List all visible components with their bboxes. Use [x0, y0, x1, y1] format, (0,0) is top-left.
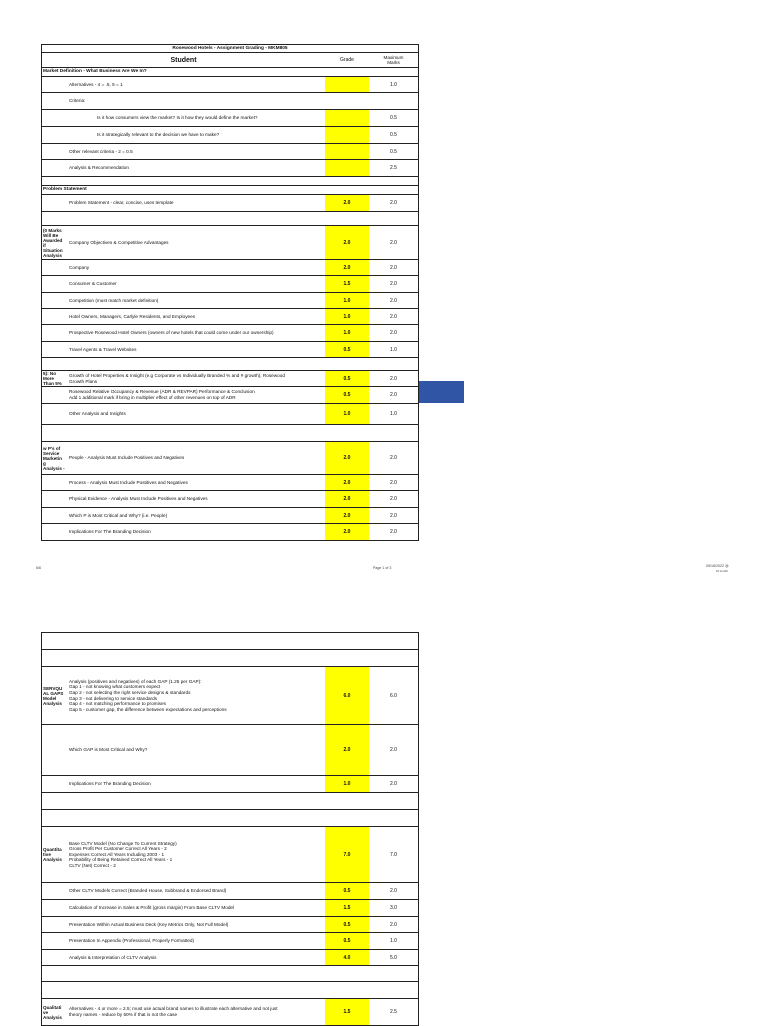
blank-row — [42, 650, 418, 667]
criteria-row — [42, 776, 418, 793]
criteria-label: Analysis & Recommendation — [69, 165, 129, 171]
grade-cell[interactable]: 0.5 — [325, 917, 369, 932]
max-marks-cell: 7.0 — [390, 851, 397, 858]
max-marks-cell: 0.5 — [390, 115, 397, 121]
criteria-row — [42, 475, 418, 491]
criteria-row — [42, 900, 418, 917]
criteria-row — [42, 93, 418, 110]
grade-cell[interactable]: 0.5 — [325, 933, 369, 949]
blank-row — [42, 212, 418, 226]
footer-time: 10:11 AM — [716, 569, 728, 573]
max-marks-cell: 3.0 — [390, 905, 397, 911]
grade-cell[interactable]: 1.0 — [325, 293, 369, 308]
grading-sheet-page-2 — [41, 632, 419, 1026]
max-marks-cell: 2.0 — [390, 921, 397, 928]
blank-row — [42, 358, 418, 371]
max-marks-cell: 2.0 — [390, 281, 397, 287]
max-marks-cell: 2.0 — [390, 888, 397, 894]
criteria-row — [42, 667, 418, 725]
max-marks-cell: 1.0 — [390, 346, 397, 353]
footer-page-number: Page 1 of 3 — [373, 566, 392, 570]
blank-row — [42, 633, 418, 650]
max-marks-cell: 2.0 — [390, 512, 397, 519]
grade-cell[interactable]: 2.0 — [325, 442, 369, 474]
max-marks-cell: 2.0 — [390, 313, 397, 320]
section-label: (0 Marks Will Be Awarded if Situation Analysis — [43, 227, 63, 258]
criteria-label: Criteria: — [69, 98, 86, 104]
max-marks-cell: 2.0 — [390, 239, 397, 246]
grade-cell[interactable]: 1.0 — [325, 776, 369, 792]
criteria-label: Presentation In Appendix (Professional, Properly Formatted) — [69, 938, 195, 944]
max-marks-cell: 5.0 — [390, 954, 397, 961]
criteria-row — [42, 110, 418, 127]
max-marks-cell: 2.0 — [390, 200, 397, 206]
blank-row — [42, 810, 418, 827]
grade-cell[interactable]: 2.0 — [325, 725, 369, 775]
criteria-label: Physical Evidence - Analysis Must Include Positives and Negatives — [69, 496, 208, 502]
criteria-label: Is it how consumers view the market? Is it how they would define the market? — [97, 115, 258, 121]
criteria-row — [42, 827, 418, 883]
grade-cell[interactable]: 0.5 — [325, 371, 369, 386]
criteria-label: Process - Analysis Must Include Postitives and Negatives — [69, 479, 188, 485]
max-marks-cell: 1.0 — [390, 938, 397, 944]
criteria-row — [42, 77, 418, 93]
max-marks-cell: 2.0 — [390, 330, 397, 336]
criteria-label: Growth of Hotel Properties & Insight (e.g Corporate vs Individually Branded % and # growth), Rosewood Growth Plans — [69, 372, 285, 384]
grade-cell[interactable]: 6.0 — [325, 667, 369, 724]
criteria-label: Analysis (positives and negatives) of each GAP (1.25 per GAP): Gap 1 - not knowing what customers expect Gap 2 - not selecting the right service designs & standards Gap 3 - not delivering to service standards Gap 4 - not matching performance to promises Gap 5 - customer gap, the difference between expectations and perceptions — [69, 678, 227, 712]
max-marks-cell: 0.5 — [390, 132, 397, 138]
max-marks-cell: 2.0 — [390, 529, 397, 535]
grade-cell[interactable]: 2.0 — [325, 226, 369, 259]
max-marks-cell: 2.0 — [390, 455, 397, 461]
criteria-label: Company Objectives & Competitive Advantages — [69, 239, 169, 245]
criteria-label: Analysis & Interpretation of CLTV Analysis — [69, 954, 157, 960]
max-marks-cell: 2.0 — [390, 264, 397, 271]
criteria-label: Rosewood Relative Occupancy & Revenue (ADR & REVPAR) Performance & Conclusion Add 1 additional mark if bring in multiplier effect of other revenues on top of ADR — [69, 389, 255, 400]
criteria-label: Other Analysis and Insights — [69, 411, 126, 417]
student-header: Student — [170, 56, 197, 64]
criteria-label: Implications For The Branding Decision — [69, 529, 151, 535]
criteria-row — [42, 933, 418, 950]
max-marks-cell: 2.0 — [390, 479, 397, 486]
grade-cell[interactable]: 1.5 — [325, 999, 369, 1025]
section-title: Market Definition - What Business Are We In? — [43, 69, 147, 75]
grade-cell[interactable]: 2.0 — [325, 475, 369, 490]
criteria-label: Travel Agents & Travel Websites — [69, 346, 137, 352]
section-title: Problem Statement — [43, 187, 87, 193]
criteria-label: Hotel Owners, Managers, Carlyle Residents, and Employees — [69, 313, 196, 319]
criteria-row — [42, 144, 418, 160]
grade-cell[interactable]: 2.0 — [325, 491, 369, 507]
criteria-row — [42, 127, 418, 144]
criteria-row — [42, 371, 418, 387]
criteria-label: Is it strategically relevant to the decision we have to make? — [97, 132, 220, 138]
criteria-row — [42, 293, 418, 309]
grade-cell[interactable]: 0.5 — [325, 883, 369, 899]
section-header-row — [42, 186, 418, 195]
criteria-row — [42, 309, 418, 325]
rows-page-1 — [42, 68, 418, 540]
criteria-row — [42, 404, 418, 425]
section-label: w P's of Service Marketin g Analysis - — [43, 445, 65, 471]
criteria-row — [42, 342, 418, 358]
grade-cell[interactable] — [325, 127, 369, 143]
max-marks-cell: 2.0 — [390, 747, 397, 753]
max-marks-cell: 1.0 — [390, 411, 397, 417]
section-label: 5): No More Than 5% — [43, 371, 62, 386]
criteria-row — [42, 442, 418, 475]
rows-page-2 — [42, 633, 418, 1025]
criteria-row — [42, 999, 418, 1025]
criteria-label: Which GAP is Most Critical and Why? — [69, 747, 148, 753]
grade-cell[interactable]: 2.0 — [325, 260, 369, 275]
max-marks-cell: 1.0 — [390, 81, 397, 88]
blank-row — [42, 966, 418, 982]
max-marks-cell: 0.5 — [390, 148, 397, 155]
blank-row — [42, 793, 418, 810]
section-label: SERVQU AL GAPS Model Analysis — [43, 685, 64, 706]
criteria-label: Other relevant criteria - 2 = 0.5 — [69, 148, 133, 154]
grade-header: Grade — [340, 57, 354, 63]
max-marks-cell: 2.0 — [390, 392, 397, 398]
criteria-row — [42, 387, 418, 404]
criteria-row — [42, 883, 418, 900]
grade-cell[interactable]: 1.0 — [325, 325, 369, 341]
criteria-row — [42, 325, 418, 342]
grade-cell[interactable]: 2.0 — [325, 524, 369, 540]
grade-cell[interactable]: 7.0 — [325, 827, 369, 882]
criteria-label: Alternatives - 4 or more = 2.5; must use actual brand names to illustrate each alternative and not just theory names - reduce by 50% if that is not the case — [69, 1006, 278, 1017]
grade-cell[interactable]: 4.0 — [325, 950, 369, 965]
criteria-label: Which P is Most Critical and Why? (i.e. People) — [69, 512, 168, 518]
grade-cell[interactable]: 2.0 — [325, 508, 369, 523]
criteria-row — [42, 226, 418, 260]
criteria-label: People - Analysis Must Include Positives and Negatives — [69, 455, 185, 461]
header-row — [42, 53, 418, 68]
section-label: Qualitati ve Analysis — [43, 1004, 62, 1020]
criteria-label: Presentation Within Actual Business Deck (Key Metrics Only, Not Full Model) — [69, 921, 229, 927]
criteria-row — [42, 160, 418, 177]
criteria-row — [42, 276, 418, 293]
grade-cell[interactable] — [325, 77, 369, 92]
max-marks-header: Maximum Marks — [383, 55, 404, 65]
max-marks-cell: 2.0 — [390, 496, 397, 502]
max-marks-cell: 2.0 — [390, 297, 397, 304]
grade-cell[interactable]: 1.0 — [325, 404, 369, 424]
criteria-label: Calculation of Increase in Sales & Profit (gross margin) From Base CLTV Model — [69, 905, 235, 911]
grading-sheet-page-1 — [41, 44, 419, 541]
criteria-label: Problem Statement - clear, concise, uses template — [69, 200, 174, 206]
criteria-label: Competition (must match market definition) — [69, 297, 159, 303]
grade-cell[interactable] — [325, 110, 369, 126]
footer-left: 6/6 — [36, 566, 41, 570]
sheet-title-row — [42, 45, 418, 53]
section-header-row — [42, 68, 418, 77]
blank-row — [42, 425, 418, 442]
blank-row — [42, 982, 418, 999]
grade-cell[interactable]: 0.5 — [325, 342, 369, 357]
grade-cell[interactable]: 1.0 — [325, 309, 369, 324]
max-marks-cell: 2.5 — [390, 1009, 397, 1015]
grade-cell[interactable]: 1.5 — [325, 276, 369, 292]
criteria-label: Consumer & Customer — [69, 281, 117, 287]
criteria-label: Company — [69, 264, 90, 270]
criteria-row — [42, 195, 418, 212]
grade-cell[interactable]: 2.0 — [325, 195, 369, 211]
grade-cell[interactable]: 1.5 — [325, 900, 369, 916]
criteria-row — [42, 524, 418, 540]
blank-row — [42, 177, 418, 186]
criteria-label: Base CLTV Model (No Change To Current Strategy) Gross Profit Per Customer Correct All Years - 2 Expenses Correct All Years Including 2003 - 1 Probability of Being Retained Correct All Years - 1 CLTV (Net) Correct - 2 — [69, 840, 177, 868]
criteria-label: Prospective Rosewood Hotel Owners (owners of new hotels that could come under our ownership) — [69, 330, 274, 336]
criteria-label: Alternatives - 4 = .5, 5 = 1 — [69, 81, 123, 87]
criteria-row — [42, 260, 418, 276]
sheet-title: Rosewood Hotels - Assignment Grading - MKM805 — [172, 46, 288, 51]
footer-date: 09/18/2022 @ — [706, 564, 729, 568]
section-label: Quantita tive Analysis — [43, 847, 62, 862]
max-marks-cell: 2.5 — [390, 165, 397, 171]
criteria-label: Other CLTV Models Correct (Branded House, Subbrand & Endorsed Brand) — [69, 888, 227, 894]
criteria-row — [42, 491, 418, 508]
grade-cell[interactable] — [325, 144, 369, 159]
criteria-row — [42, 950, 418, 966]
max-marks-cell: 2.0 — [390, 375, 397, 382]
criteria-row — [42, 508, 418, 524]
criteria-row — [42, 725, 418, 776]
max-marks-cell: 6.0 — [390, 692, 397, 699]
criteria-row — [42, 917, 418, 933]
selection-highlight-box — [419, 381, 464, 403]
max-marks-cell: 2.0 — [390, 781, 397, 787]
grade-cell[interactable] — [325, 160, 369, 176]
grade-cell[interactable]: 0.5 — [325, 387, 369, 403]
criteria-label: Implications For The Branding Decision — [69, 781, 151, 787]
